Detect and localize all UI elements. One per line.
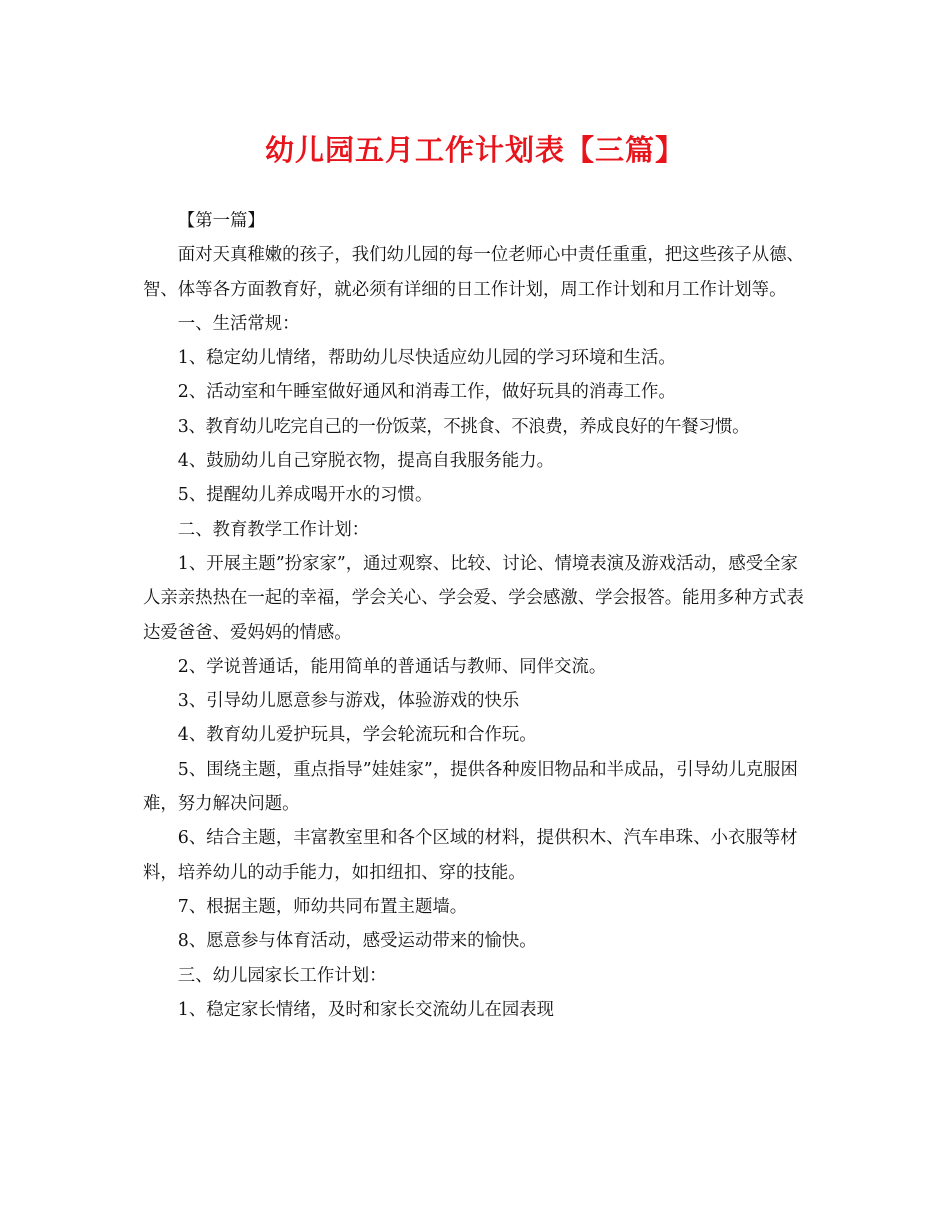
document-title: 幼儿园五月工作计划表【三篇】	[264, 133, 685, 167]
section-heading: 【第一篇】	[177, 211, 265, 231]
document-body	[143, 204, 813, 1027]
list-item: 2、学说普通话，能用简单的普通话与教师、同伴交流。	[177, 656, 607, 677]
section-heading: 三、幼儿园家长工作计划：	[177, 965, 387, 986]
list-item: 7、根据主题，师幼共同布置主题墙。	[177, 896, 468, 917]
list-item: 1、开展主题”扮家家”，通过观察、比较、讨论、情境表演及游戏活动，感受全家人亲亲热热在一起的幸福，学会关心、学会爱、学会感激、学会报答。能用多种方式表达爱爸爸、爱妈妈的情感。	[143, 553, 804, 643]
list-item: 8、愿意参与体育活动，感受运动带来的愉快。	[177, 931, 537, 952]
intro-paragraph: 面对天真稚嫩的孩子，我们幼儿园的每一位老师心中责任重重，把这些孩子从德、智、体等各方面教育好，就必须有详细的日工作计划，周工作计划和月工作计划等。	[143, 245, 804, 300]
list-item: 6、结合主题，丰富教室里和各个区域的材料，提供积木、汽车串珠、小衣服等材料，培养幼儿的动手能力，如扣纽扣、穿的技能。	[143, 828, 798, 883]
list-item: 4、教育幼儿爱护玩具，学会轮流玩和合作玩。	[177, 725, 537, 746]
list-item: 2、活动室和午睡室做好通风和消毒工作，做好玩具的消毒工作。	[177, 382, 676, 403]
list-item: 3、引导幼儿愿意参与游戏，体验游戏的快乐	[177, 691, 520, 712]
list-item: 4、鼓励幼儿自己穿脱衣物，提高自我服务能力。	[177, 451, 555, 472]
list-item: 1、稳定家长情绪，及时和家长交流幼儿在园表现	[177, 999, 555, 1020]
list-item: 1、稳定幼儿情绪，帮助幼儿尽快适应幼儿园的学习环境和生活。	[177, 348, 676, 369]
list-item: 5、围绕主题，重点指导”娃娃家”，提供各种废旧物品和半成品，引导幼儿克服困难，努力解决问题。	[143, 759, 798, 815]
section-heading: 一、生活常规：	[177, 313, 300, 334]
section-heading: 二、教育教学工作计划：	[177, 519, 370, 540]
list-item: 5、提醒幼儿养成喝开水的习惯。	[177, 485, 433, 506]
list-item: 3、教育幼儿吃完自己的一份饭菜，不挑食、不浪费，养成良好的午餐习惯。	[177, 416, 750, 437]
